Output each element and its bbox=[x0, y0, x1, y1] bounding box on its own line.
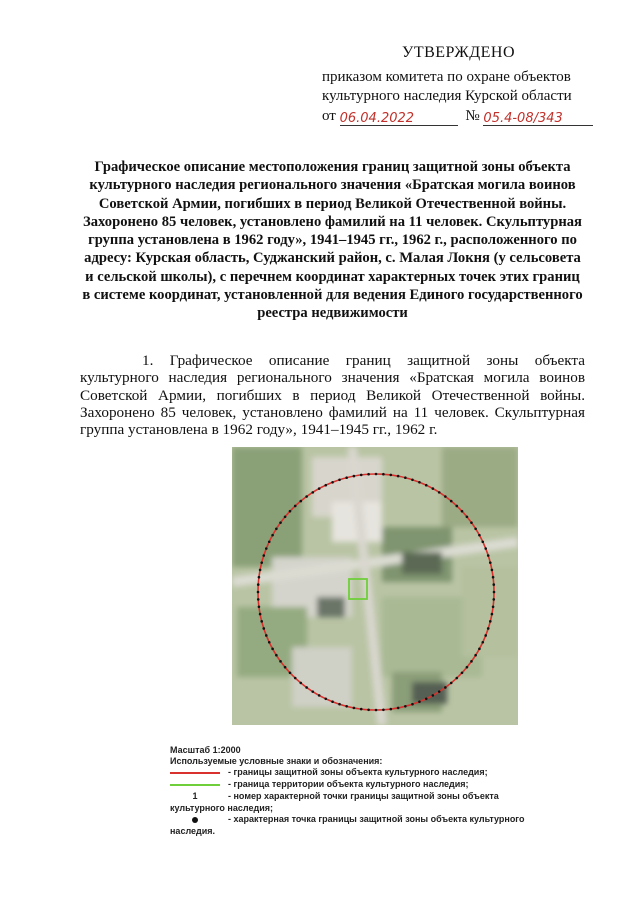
order-block bbox=[322, 68, 593, 126]
boundary-point bbox=[455, 677, 458, 680]
boundary-point bbox=[492, 598, 495, 601]
boundary-point bbox=[294, 677, 297, 680]
order-date: 06.04.2022 bbox=[339, 111, 415, 126]
boundary-point bbox=[311, 491, 314, 494]
boundary-point bbox=[489, 561, 492, 564]
boundary-point bbox=[338, 703, 341, 706]
boundary-point bbox=[331, 481, 334, 484]
boundary-point bbox=[284, 515, 287, 518]
boundary-point bbox=[338, 478, 341, 481]
boundary-point bbox=[268, 641, 271, 644]
boundary-point bbox=[411, 478, 414, 481]
boundary-point bbox=[367, 708, 370, 711]
boundary-point bbox=[487, 627, 490, 630]
boundary-point bbox=[360, 708, 363, 711]
boundary-point bbox=[258, 605, 261, 608]
boundary-point bbox=[491, 613, 494, 616]
boundary-point bbox=[345, 476, 348, 479]
boundary-point bbox=[279, 521, 282, 524]
boundary-point bbox=[289, 671, 292, 674]
boundary-point bbox=[478, 534, 481, 537]
boundary-point bbox=[493, 591, 496, 594]
order-date-row bbox=[322, 107, 593, 126]
order-number: 05.4-08/343 bbox=[483, 111, 563, 126]
legend-red-row bbox=[170, 767, 550, 779]
legend-green-row bbox=[170, 779, 550, 791]
boundary-point bbox=[262, 627, 265, 630]
boundary-point bbox=[259, 569, 262, 572]
boundary-point bbox=[484, 634, 487, 637]
boundary-point bbox=[397, 475, 400, 478]
boundary-point bbox=[284, 666, 287, 669]
boundary-point bbox=[367, 473, 370, 476]
boundary-point bbox=[444, 495, 447, 498]
boundary-point bbox=[425, 484, 428, 487]
boundary-point bbox=[389, 474, 392, 477]
number-label: № bbox=[465, 108, 480, 124]
boundary-point bbox=[397, 707, 400, 710]
boundary-point bbox=[382, 708, 385, 711]
boundary-point bbox=[259, 613, 262, 616]
boundary-point bbox=[360, 474, 363, 477]
point-symbol bbox=[170, 814, 220, 826]
boundary-point bbox=[487, 554, 490, 557]
boundary-point bbox=[257, 598, 260, 601]
date-underline bbox=[340, 109, 458, 126]
boundary-point bbox=[461, 510, 464, 513]
legend-number-text-2: культурного наследия; bbox=[170, 803, 273, 813]
number-symbol: 1 bbox=[192, 791, 198, 801]
boundary-point bbox=[404, 476, 407, 479]
boundary-point bbox=[260, 561, 263, 564]
boundary-point bbox=[331, 700, 334, 703]
boundary-point bbox=[324, 484, 327, 487]
boundary-point bbox=[353, 707, 356, 710]
boundary-point bbox=[470, 660, 473, 663]
boundary-point bbox=[271, 648, 274, 651]
boundary-point bbox=[474, 527, 477, 530]
boundary-point bbox=[484, 547, 487, 550]
boundary-point bbox=[324, 697, 327, 700]
scale-label: Масштаб 1:2000 bbox=[170, 745, 241, 755]
document-title: Графическое описание местоположения границ защитной зоны объекта культурного наследия регионального значения «Братская могила воинов Советской Армии, погибших в период Великой Отечественной войны. Захоронено 85 человек, установлено фамилий на 11 человек. Скульптурная группа установлена в 1962 году», 1941–1945 гг., 1962 г., расположенного по адресу: Курская область, Суджанский район, с. Малая Локня (у сельсовета и сельской школы), с перечнем координат характерных точек этих границ в системе координат, установленной для ведения Единого государственного реестра недвижимости bbox=[82, 159, 583, 322]
legend-number-text: - номер характерной точки границы защитной зоны объекта bbox=[228, 791, 499, 801]
boundary-point bbox=[375, 709, 378, 712]
boundary-point bbox=[299, 500, 302, 503]
boundary-point bbox=[492, 605, 495, 608]
boundary-point bbox=[404, 705, 407, 708]
boundary-point bbox=[478, 648, 481, 651]
boundary-point bbox=[491, 569, 494, 572]
boundary-point bbox=[418, 481, 421, 484]
legend-point-text: - характерная точка границы защитной зоны объекта культурного bbox=[228, 814, 525, 824]
legend-point-text-2: наследия. bbox=[170, 826, 216, 836]
boundary-point bbox=[260, 620, 263, 623]
legend-point-row bbox=[170, 814, 550, 826]
boundary-point bbox=[432, 694, 435, 697]
boundary-point bbox=[275, 527, 278, 530]
boundary-point bbox=[265, 634, 268, 637]
legend-green-text: - граница территории объекта культурного наследия; bbox=[228, 779, 469, 789]
number-underline bbox=[483, 109, 593, 126]
boundary-point bbox=[466, 666, 469, 669]
boundary-point bbox=[438, 491, 441, 494]
boundary-point bbox=[489, 620, 492, 623]
boundary-point bbox=[311, 690, 314, 693]
boundary-point bbox=[444, 686, 447, 689]
site-map bbox=[232, 447, 518, 725]
boundary-point bbox=[268, 540, 271, 543]
boundary-point bbox=[466, 515, 469, 518]
boundary-point bbox=[382, 473, 385, 476]
order-line-1: приказом комитета по охране объектов bbox=[322, 69, 571, 85]
boundary-point bbox=[470, 521, 473, 524]
boundary-point bbox=[492, 576, 495, 579]
legend-red-text: - границы защитной зоны объекта культурного наследия; bbox=[228, 767, 488, 777]
boundary-point bbox=[257, 591, 260, 594]
boundary-point bbox=[389, 708, 392, 711]
boundary-point bbox=[279, 660, 282, 663]
boundary-point bbox=[289, 510, 292, 513]
boundary-point bbox=[299, 682, 302, 685]
boundary-point bbox=[318, 694, 321, 697]
boundary-point bbox=[262, 554, 265, 557]
from-label: от bbox=[322, 108, 336, 124]
green-line-symbol bbox=[170, 779, 220, 791]
boundary-point bbox=[271, 534, 274, 537]
boundary-point bbox=[257, 583, 260, 586]
legend bbox=[170, 745, 550, 837]
boundary-point bbox=[481, 641, 484, 644]
boundary-point bbox=[411, 703, 414, 706]
section-paragraph bbox=[80, 352, 585, 438]
boundary-point bbox=[450, 500, 453, 503]
boundary-point bbox=[438, 690, 441, 693]
boundary-point bbox=[294, 505, 297, 508]
boundary-point bbox=[265, 547, 268, 550]
boundary-point bbox=[375, 473, 378, 476]
boundary-point bbox=[474, 654, 477, 657]
boundary-point bbox=[481, 540, 484, 543]
boundary-point bbox=[461, 671, 464, 674]
boundary-point bbox=[353, 475, 356, 478]
legend-heading: Используемые условные знаки и обозначения: bbox=[170, 756, 383, 766]
paragraph-text: 1. Графическое описание границ защитной зоны объекта культурного наследия регионального значения «Братская могила воинов Советской Армии, погибших в период Великой Отечественной войны. Захоронено 85 человек, установлено фамилий на 11 человек. Скульптурная группа установлена в 1962 году», 1941–1945 гг., 1962 г. bbox=[80, 352, 585, 439]
boundary-point bbox=[492, 583, 495, 586]
boundary-point bbox=[450, 682, 453, 685]
order-line-2: культурного наследия Курской области bbox=[322, 88, 572, 104]
boundary-point bbox=[305, 495, 308, 498]
boundary-point bbox=[425, 697, 428, 700]
boundary-point bbox=[275, 654, 278, 657]
legend-number-row bbox=[170, 791, 550, 803]
boundary-point bbox=[345, 705, 348, 708]
approved-heading: УТВЕРЖДЕНО bbox=[402, 44, 516, 61]
boundary-point bbox=[305, 686, 308, 689]
boundary-point bbox=[432, 487, 435, 490]
boundary-point bbox=[418, 700, 421, 703]
boundary-point bbox=[258, 576, 261, 579]
boundary-point bbox=[318, 487, 321, 490]
boundary-point bbox=[455, 505, 458, 508]
red-line-symbol bbox=[170, 767, 220, 779]
